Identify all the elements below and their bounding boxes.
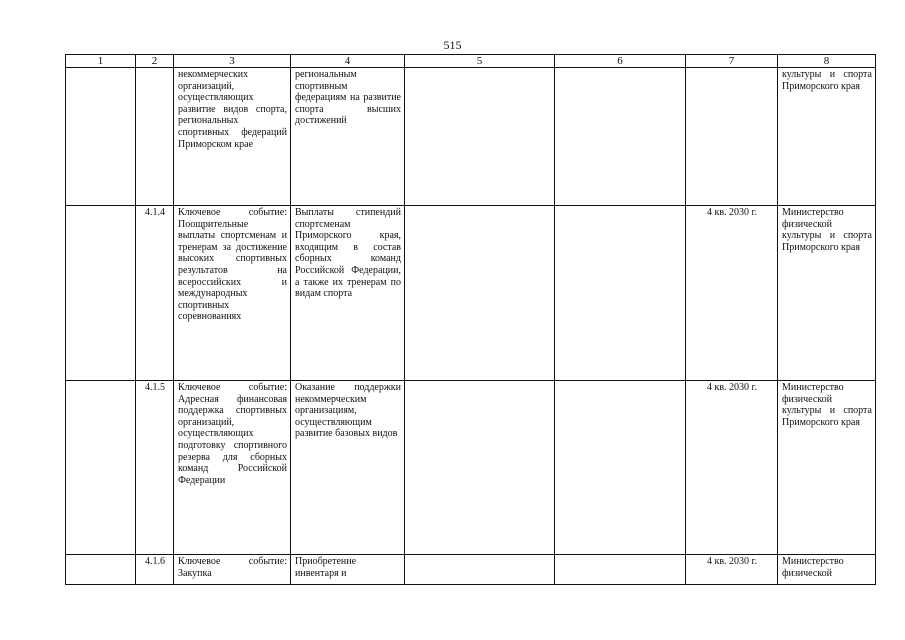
table-row <box>66 206 876 381</box>
table-cell <box>66 555 136 585</box>
row-number-cell: 4.1.4 <box>136 206 174 381</box>
table-row <box>66 68 876 206</box>
table-cell <box>555 381 686 555</box>
column-header-3: 3 <box>174 55 291 68</box>
row-number-cell: 4.1.5 <box>136 381 174 555</box>
deadline-cell <box>686 68 778 206</box>
responsible-cell: культуры и спорта Приморского края <box>778 68 876 206</box>
column-header-6: 6 <box>555 55 686 68</box>
responsible-cell: Министерство физической культуры и спорта Приморского края <box>778 381 876 555</box>
table-cell <box>405 381 555 555</box>
column-header-1: 1 <box>66 55 136 68</box>
table-cell <box>405 206 555 381</box>
deadline-cell: 4 кв. 2030 г. <box>686 381 778 555</box>
event-cell: некоммерческих организаций, осуществляющих развитие видов спорта, региональных спортивных федераций Приморском крае <box>174 68 291 206</box>
table-cell <box>405 68 555 206</box>
table-cell <box>555 206 686 381</box>
page-number: 515 <box>443 38 462 52</box>
description-cell: Выплаты стипендий спортсменам Приморского края, входящим в состав сборных команд Российской Федерации, а также их тренерам по видам спорта <box>291 206 405 381</box>
table-row <box>66 381 876 555</box>
responsible-cell: Министерство физической <box>778 555 876 585</box>
table-row <box>66 555 876 585</box>
column-header-7: 7 <box>686 55 778 68</box>
description-cell: Приобретение инвентаря и <box>291 555 405 585</box>
header-row <box>66 55 876 68</box>
table-cell <box>66 68 136 206</box>
event-cell: Ключевое событие: Закупка <box>174 555 291 585</box>
deadline-cell: 4 кв. 2030 г. <box>686 206 778 381</box>
row-number-cell <box>136 68 174 206</box>
column-header-8: 8 <box>778 55 876 68</box>
column-header-5: 5 <box>405 55 555 68</box>
row-number-cell: 4.1.6 <box>136 555 174 585</box>
events-table <box>65 54 876 585</box>
description-cell: региональным спортивным федерациям на развитие спорта высших достижений <box>291 68 405 206</box>
table-cell <box>555 555 686 585</box>
description-cell: Оказание поддержки некоммерческим организациям, осуществляющим развитие базовых видов <box>291 381 405 555</box>
column-header-4: 4 <box>291 55 405 68</box>
table-cell <box>555 68 686 206</box>
table-cell <box>66 381 136 555</box>
column-header-2: 2 <box>136 55 174 68</box>
deadline-cell: 4 кв. 2030 г. <box>686 555 778 585</box>
responsible-cell: Министерство физической культуры и спорта Приморского края <box>778 206 876 381</box>
event-cell: Ключевое событие: Адресная финансовая поддержка спортивных организаций, осуществляющих подготовку спортивного резерва для сборных команд Российской Федерации <box>174 381 291 555</box>
event-cell: Ключевое событие: Поощрительные выплаты спортсменам и тренерам за достижение высоких спортивных результатов на всероссийских и международных спортивных соревнованиях <box>174 206 291 381</box>
table-cell <box>66 206 136 381</box>
table-cell <box>405 555 555 585</box>
